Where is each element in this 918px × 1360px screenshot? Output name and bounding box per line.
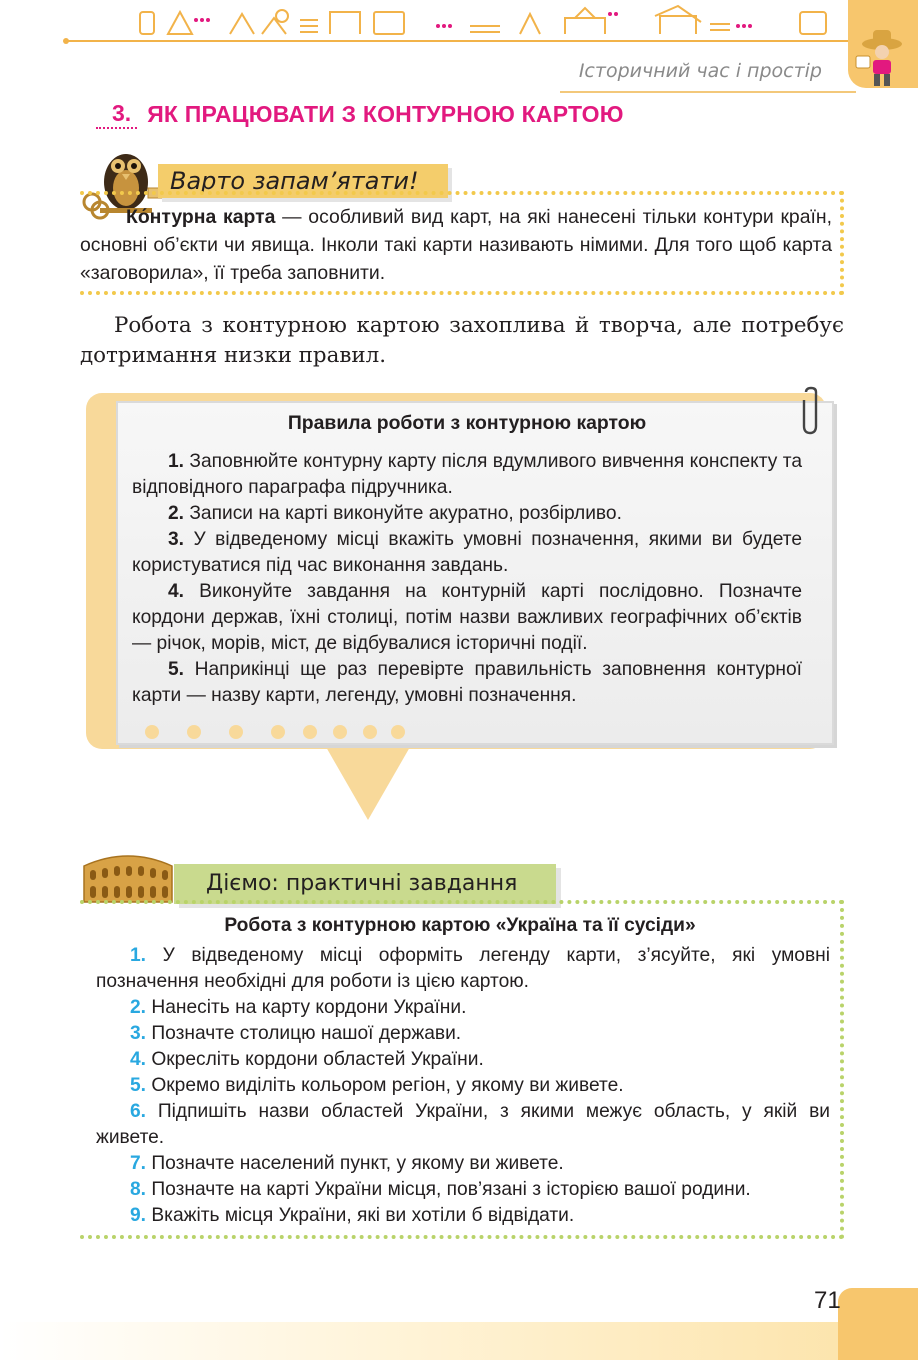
rule-text: Наприкінці ще раз перевірте правильність заповнення контурної карти — назву карти, легенду, умовні позначення.: [132, 659, 802, 706]
task-text: Позначте столицю нашої держави.: [146, 1023, 462, 1044]
rule-item: [132, 657, 802, 709]
task-number: 4.: [130, 1049, 147, 1070]
practice-banner-label: Діємо: практичні завдання: [206, 871, 518, 896]
rules-pointer: [322, 740, 414, 820]
colosseum-icon: [80, 842, 176, 906]
definition-text: — особливий вид карт, на які нанесені тільки контури країн, основні об’єкти чи явища. Інколи такі карти називають німими. Для того щоб карта «заговорила», її треба заповнити.: [80, 206, 832, 284]
rule-number: 5.: [168, 659, 185, 680]
task-number: 5.: [130, 1075, 147, 1096]
footer-band: [0, 1322, 918, 1360]
rule-number: 3.: [168, 529, 185, 550]
rule-item: [132, 579, 802, 657]
task-text: Підпишіть назви областей України, з якими межує область, у якій ви живете.: [96, 1101, 830, 1148]
task-item: [96, 1073, 830, 1099]
torn-edge-decoration: [140, 720, 420, 750]
task-item: [96, 995, 830, 1021]
task-text: Нанесіть на карту кордони України.: [146, 997, 467, 1018]
task-item: [96, 943, 830, 995]
task-list: [96, 943, 830, 1229]
task-text: Окремо виділіть кольором регіон, у якому ви живете.: [146, 1075, 624, 1096]
rule-text: Заповнюйте контурну карту після вдумливого вивчення конспекту та відповідного параграфа підручника.: [132, 451, 802, 498]
task-item: [96, 1047, 830, 1073]
section-heading: ЯК ПРАЦЮВАТИ З КОНТУРНОЮ КАРТОЮ: [147, 100, 624, 127]
definition-term: Ко́нтурна карта: [126, 206, 276, 228]
task-number: 7.: [130, 1153, 147, 1174]
task-text: Позначте населений пункт, у якому ви живете.: [146, 1153, 564, 1174]
remember-definition: [80, 203, 832, 287]
intro-paragraph: [80, 311, 844, 371]
task-number: 2.: [130, 997, 147, 1018]
rule-text: Виконуйте завдання на контурній карті послідовно. Позначте кордони держав, їхні столиці, потім назви важливих географічних об’єктів — річок, морів, міст, де відбувалися історичні події.: [132, 581, 802, 654]
section-title: [96, 98, 624, 130]
task-item: [96, 1021, 830, 1047]
task-item: [96, 1203, 830, 1229]
task-number: 3.: [130, 1023, 147, 1044]
task-text: Вкажіть місця України, які ви хотіли б відвідати.: [146, 1205, 575, 1226]
intro-text: Робота з контурною картою захоплива й творча, але потребує дотримання низки правил.: [80, 313, 844, 368]
rule-text: У відведеному місці вкажіть умовні позначення, якими ви будете користуватися під час виконання завдань.: [132, 529, 802, 576]
remember-banner-label: Варто запам’ятати!: [170, 167, 419, 195]
rule-number: 1.: [168, 451, 185, 472]
task-item: [96, 1177, 830, 1203]
task-number: 6.: [130, 1101, 147, 1122]
page-number-tab: [838, 1288, 918, 1360]
running-head-underline: [560, 91, 856, 93]
rules-list: [132, 449, 802, 709]
task-number: 9.: [130, 1205, 147, 1226]
explorer-icon: [848, 0, 918, 88]
rule-item: [132, 527, 802, 579]
header-decoration: [0, 0, 918, 58]
task-text: Позначте на карті України місця, пов’язані з історією вашої родини.: [146, 1179, 751, 1200]
practice-title: Робота з контурною картою «Україна та її сусіди»: [224, 915, 696, 936]
running-head: Історичний час і простір: [578, 60, 822, 82]
section-number: 3.: [96, 100, 137, 129]
task-text: У відведеному місці оформіть легенду карти, з’ясуйте, які умовні позначення необхідні для роботи із цією картою.: [96, 945, 830, 992]
task-number: 1.: [130, 945, 147, 966]
rule-item: [132, 501, 802, 527]
rule-item: [132, 449, 802, 501]
rules-title: Правила роботи з контурною картою: [287, 412, 647, 434]
task-number: 8.: [130, 1179, 147, 1200]
rule-number: 4.: [168, 581, 185, 602]
task-item: [96, 1099, 830, 1151]
practice-banner: [174, 864, 556, 904]
rule-text: Записи на карті виконуйте акуратно, розбірливо.: [184, 503, 622, 524]
task-item: [96, 1151, 830, 1177]
page-number: 71: [814, 1287, 841, 1314]
rule-number: 2.: [168, 503, 185, 524]
task-text: Окресліть кордони областей України.: [146, 1049, 484, 1070]
chapter-tab: [848, 0, 918, 88]
